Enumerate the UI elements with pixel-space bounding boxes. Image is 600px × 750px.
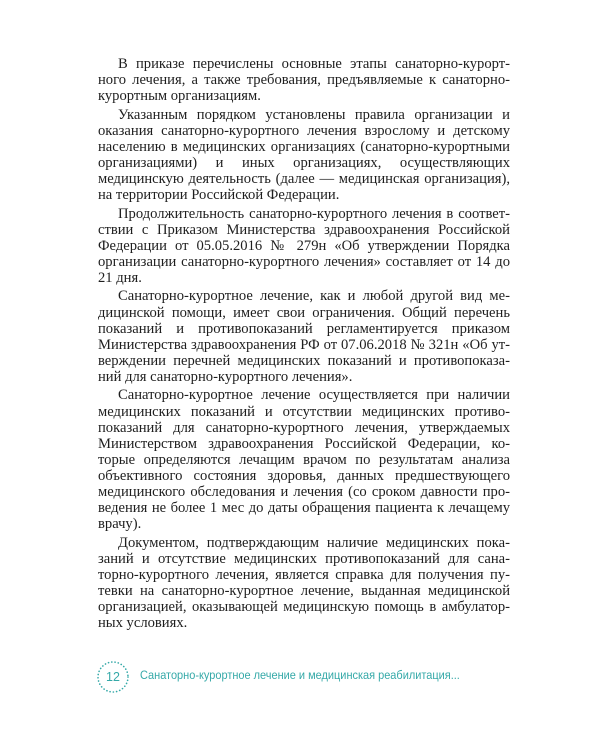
paragraph: Санаторно-курортное лечение осуществляется при наличии медицинских показаний и отсутствии медицинских противопоказаний для санаторно-курортного лечения, утверждаемых Министерством здравоохранения Российской Федерации, которые определяются лечащим врачом по результатам анализа объективного состояния здоровья, данных предшествующего медицинского обследования и лечения (со сроком давности проведения не более 1 мес до даты обращения пациента к лечащему врачу).	[98, 387, 510, 533]
paragraph: Продолжительность санаторно-курортного лечения в соответствии с Приказом Министерства здравоохранения Российской Федерации от 05.05.2016 № 279н «Об утверждении Порядка организации санаторно-курортного лечения» составляет от 14 до 21 дня.	[98, 205, 510, 286]
body-text	[98, 56, 510, 634]
paragraph: Указанным порядком установлены правила организации и оказания санаторно-курортного лечения взрослому и детскому населению в медицинских организациях (санаторно-курортными организациями) и иных организациях, осуществляющих медицинскую деятельность (далее — медицинская организация), на территории Российской Федерации.	[98, 106, 510, 204]
page-footer	[96, 660, 460, 694]
paragraph: Документом, подтверждающим наличие медицинских показаний и отсутствие медицинских противопоказаний для санаторно-курортного лечения, является справка для получения путевки на санаторно-курортное лечение, выданная медицинской организацией, оказывающей медицинскую помощь в амбулаторных условиях.	[98, 534, 510, 632]
paragraph: Санаторно-курортное лечение, как и любой другой вид медицинской помощи, имеет свои ограничения. Общий перечень показаний и противопоказаний регламентируется приказом Министерства здравоохранения РФ от 07.06.2018 № 321н «Об утверждении перечней медицинских показаний и противопоказаний для санаторно-курортного лечения».	[98, 288, 510, 385]
running-title: Санаторно-курортное лечение и медицинская реабилитация...	[140, 668, 460, 682]
page-number: 12	[106, 670, 120, 684]
paragraph: В приказе перечислены основные этапы санаторно-курортного лечения, а также требования, предъявляемые к санаторно-курортным организациям.	[98, 56, 510, 105]
